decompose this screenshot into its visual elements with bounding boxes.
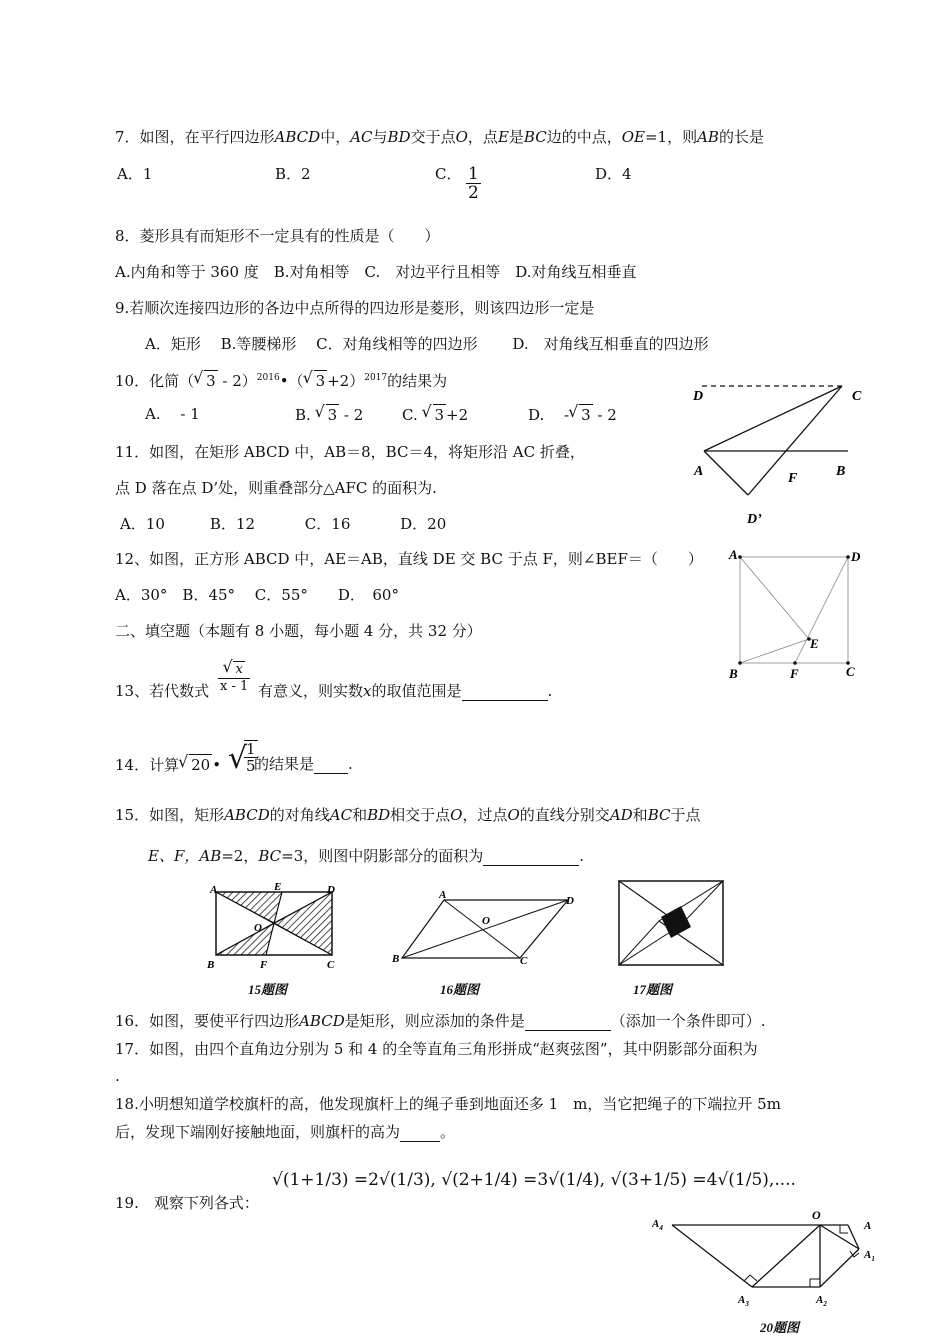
fig11-label-a: A	[694, 464, 704, 479]
caption-15: 15题图	[248, 982, 288, 997]
fig16-label-d: D	[566, 895, 574, 907]
caption-20: 20题图	[760, 1320, 800, 1335]
q15-answer-blank[interactable]	[483, 865, 579, 866]
q10-option-b: B. √ 3 - 2	[295, 404, 363, 425]
q17-line2: .	[115, 1067, 120, 1085]
fig12-label-a: A	[729, 547, 738, 562]
q9-options: A．矩形 B.等腰梯形 C．对角线相等的四边形 D. 对角线互相垂直的四边形	[145, 335, 709, 353]
q18-line1: 18.小明想知道学校旗杆的高，他发现旗杆上的绳子垂到地面还多 1 m，当它把绳子的下端拉开 5m	[115, 1095, 781, 1113]
q19-prefix: 19. 观察下列各式：	[115, 1194, 259, 1212]
q14-answer-blank[interactable]	[314, 773, 348, 774]
fig20-label-o: O	[812, 1208, 821, 1222]
fig12-label-d: D	[851, 549, 861, 564]
fig16-label-a: A	[439, 889, 447, 901]
q13-rest: 有意义，则实数x的取值范围是 .	[258, 682, 553, 700]
fig11-label-d: D	[693, 389, 704, 404]
q10-stem: 10．化简（√ 3 - 2）$^{2016}$•（√ 3 +2）$^{2017}$的结果为	[115, 368, 447, 391]
q15-line1: 15．如图，矩形ABCD的对角线AC和BD相交于点O，过点O的直线分别交AD和BC于点	[115, 806, 701, 824]
q7-option-c: C．	[435, 165, 462, 183]
q10-option-a: A. - 1	[145, 405, 200, 423]
fig15-label-o: O	[254, 922, 262, 934]
q13-fraction: √ $\frac{x}{x - 1}$	[218, 661, 250, 695]
fig15-label-a: A	[210, 884, 218, 896]
fig11-label-b: B	[836, 464, 846, 479]
q7-option-b: B．2	[275, 165, 311, 183]
q18-line2: 后，发现下端刚好接触地面，则旗杆的高为 。	[115, 1123, 456, 1141]
q17-line1: 17．如图，由四个直角边分别为 5 和 4 的全等直角三角形拼成“赵爽弦图”，其中阴影部分面积为	[115, 1040, 758, 1058]
fig11-label-dprime: D’	[747, 512, 762, 527]
q11-line2: 点 D 落在点 D’处，则重叠部分△AFC 的面积为.	[115, 479, 437, 497]
fig15-label-d: D	[327, 884, 335, 896]
figure-11	[690, 378, 870, 528]
q13-answer-blank[interactable]	[462, 700, 548, 701]
fig20-label-a4: $A_4$	[652, 1218, 663, 1232]
caption-17: 17题图	[633, 982, 673, 997]
q12-options: A．30° B．45° C．55° D． 60°	[115, 586, 399, 604]
q8-stem: 8．菱形具有而矩形不一定具有的性质是（ ）	[115, 227, 440, 245]
q19-formula: √(1+1/3) =2√(1/3), √(2+1/4) =3√(1/4), √(3+1/5) =4√(1/5),....	[272, 1170, 796, 1190]
fig20-label-a2: $A_2$	[816, 1294, 827, 1308]
section-2-heading: 二、填空题（本题有 8 小题，每小题 4 分，共 32 分）	[115, 622, 482, 640]
figure-16	[388, 886, 588, 970]
figure-17	[615, 878, 727, 968]
q7-stem: 7．如图，在平行四边形ABCD中，AC与BD交于点O，点E是BC边的中点，OE=1，则AB的长是	[115, 128, 764, 146]
fig16-label-b: B	[392, 953, 400, 965]
fig16-label-o: O	[482, 915, 490, 927]
q14-rest: 的结果是 .	[254, 755, 353, 773]
fig11-label-f: F	[788, 471, 798, 486]
q15-line2: E、F，AB=2，BC=3，则图中阴影部分的面积为 .	[148, 847, 585, 865]
fig12-label-c: C	[846, 664, 855, 679]
q11-line1: 11．如图，在矩形 ABCD 中，AB＝8，BC＝4，将矩形沿 AC 折叠，	[115, 443, 585, 461]
q14-prefix: 14．计算√ 20 •	[115, 754, 221, 775]
caption-16: 16题图	[440, 982, 480, 997]
fig20-label-a: A	[864, 1220, 872, 1232]
q10-option-c: C. √ 3 +2	[402, 404, 468, 425]
fig15-label-b: B	[207, 959, 215, 971]
fig20-label-a1: $A_1$	[864, 1249, 875, 1263]
q8-options: A.内角和等于 360 度 B.对角相等 C. 对边平行且相等 D.对角线互相垂直	[115, 263, 637, 281]
fig15-label-f: F	[260, 959, 268, 971]
fig15-label-e: E	[274, 882, 282, 893]
figure-12	[725, 545, 870, 685]
q11-options: A．10 B．12 C．16 D．20	[120, 515, 447, 533]
fig16-label-c: C	[520, 955, 528, 967]
fig12-label-e: E	[810, 636, 819, 651]
figure-15	[200, 882, 350, 972]
q12-stem: 12、如图，正方形 ABCD 中，AE＝AB，直线 DE 交 BC 于点 F，则∠BEF＝（ ）	[115, 550, 703, 568]
figure-20	[640, 1205, 890, 1315]
fig12-label-b: B	[729, 666, 738, 681]
fig20-label-a3: $A_3$	[738, 1294, 749, 1308]
q7-option-a: A．1	[117, 165, 153, 183]
q7-option-d: D．4	[595, 165, 632, 183]
q7-option-c-fraction: $\frac{1}{2}$	[468, 164, 479, 203]
q13-prefix: 13、若代数式	[115, 682, 210, 700]
q10-option-d: D. -√ 3 - 2	[528, 404, 617, 425]
fig15-label-c: C	[327, 959, 335, 971]
fig12-label-f: F	[790, 666, 799, 681]
q18-answer-blank[interactable]	[400, 1141, 440, 1142]
q16-answer-blank[interactable]	[525, 1030, 611, 1031]
q9-stem: 9.若顺次连接四边形的各边中点所得的四边形是菱形，则该四边形一定是	[115, 299, 595, 317]
fig11-label-c: C	[852, 389, 862, 404]
q16-stem: 16．如图，要使平行四边形ABCD是矩形，则应添加的条件是 （添加一个条件即可）.	[115, 1012, 766, 1030]
